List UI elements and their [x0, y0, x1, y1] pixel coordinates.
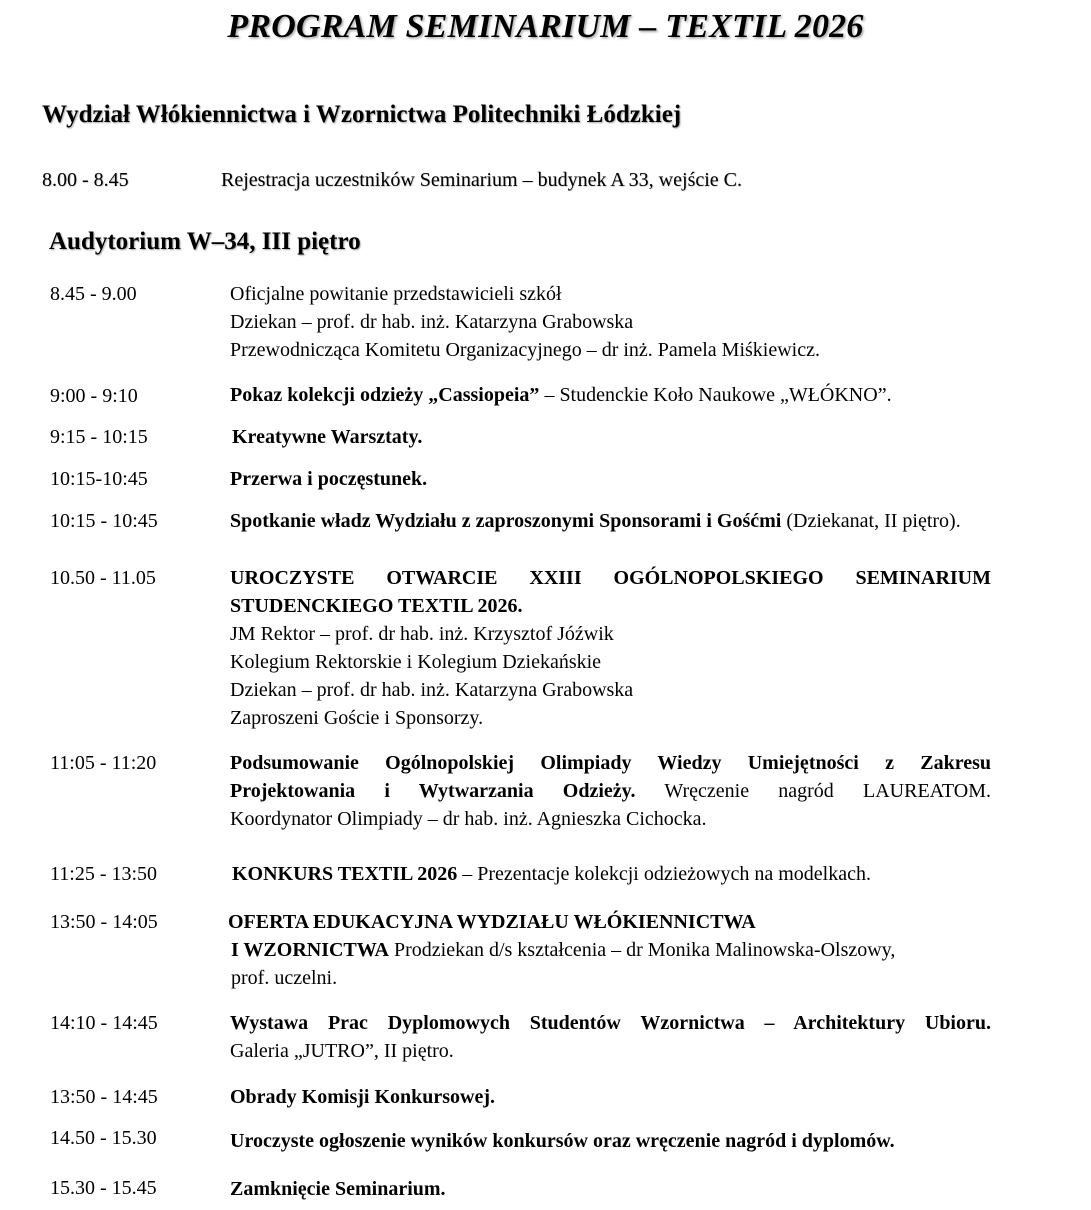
schedule-time: 9:15 - 10:15 [50, 426, 148, 448]
schedule-text: – Prezentacje kolekcji odzieżowych na modelkach. [457, 863, 871, 885]
schedule-time: 9:00 - 9:10 [50, 385, 138, 407]
schedule-text: Wręczenie nagród LAUREATOM. [635, 780, 991, 802]
schedule-line: Przewodnicząca Komitetu Organizacyjnego – dr inż. Pamela Miśkiewicz. [230, 339, 820, 361]
schedule-line: Galeria „JUTRO”, II piętro. [230, 1040, 454, 1062]
schedule-bold-text: Uroczyste ogłoszenie wyników konkursów oraz wręczenie nagród i dyplomów. [230, 1130, 895, 1152]
schedule-time: 11:25 - 13:50 [50, 863, 158, 885]
schedule-bold-text: Spotkanie władz Wydziału z zaproszonymi Sponsorami i Gośćmi [230, 510, 782, 532]
schedule-time: 15.30 - 15.45 [50, 1177, 157, 1199]
schedule-line: Dziekan – prof. dr hab. inż. Katarzyna Grabowska [230, 311, 634, 333]
schedule-description [230, 507, 961, 535]
schedule-bold-text: Kreatywne Warsztaty. [232, 426, 423, 448]
schedule-description [230, 1127, 895, 1155]
schedule-description [230, 749, 991, 833]
schedule-bold-text: I WZORNICTWA [231, 939, 389, 961]
schedule-text: Prodziekan d/s kształcenia – dr Monika Malinowska-Olszowy, [389, 939, 896, 961]
schedule-description [230, 1175, 446, 1203]
schedule-text: – Studenckie Koło Naukowe „WŁÓKNO”. [539, 384, 892, 406]
schedule-description [230, 564, 991, 732]
schedule-line: JM Rektor – prof. dr hab. inż. Krzysztof Jóźwik [230, 623, 614, 645]
schedule-description [228, 908, 895, 992]
schedule-description [232, 860, 871, 888]
schedule-time: 10:15-10:45 [50, 468, 148, 490]
schedule-mixed-line [228, 936, 895, 964]
schedule-description [230, 381, 892, 409]
page-title: PROGRAM SEMINARIUM – TEXTIL 2026 [227, 8, 864, 45]
schedule-description [230, 1009, 991, 1065]
schedule-bold-line: UROCZYSTE OTWARCIE XXIII OGÓLNOPOLSKIEGO SEMINARIUM [230, 567, 991, 589]
schedule-bold-line: Wystawa Prac Dyplomowych Studentów Wzornictwa – Architektury Ubioru. [230, 1012, 991, 1034]
schedule-bold-line: STUDENCKIEGO TEXTIL 2026. [230, 595, 523, 617]
schedule-time: 14.50 - 15.30 [50, 1127, 157, 1149]
hall-heading: Audytorium W–34, III piętro [49, 228, 361, 255]
schedule-line: Kolegium Rektorskie i Kolegium Dziekańskie [230, 651, 602, 673]
schedule-time: 8.45 - 9.00 [50, 283, 137, 305]
schedule-line: Koordynator Olimpiady – dr hab. inż. Agnieszka Cichocka. [230, 808, 707, 830]
schedule-time: 13:50 - 14:45 [50, 1086, 158, 1108]
schedule-time: 11:05 - 11:20 [50, 752, 157, 774]
schedule-bold-line: Podsumowanie Ogólnopolskiej Olimpiady Wiedzy Umiejętności z Zakresu [230, 752, 991, 774]
schedule-description [232, 423, 422, 451]
schedule-description [230, 280, 820, 364]
schedule-bold-text: Projektowania i Wytwarzania Odzieży. [230, 780, 636, 802]
schedule-bold-text: Pokaz kolekcji odzieży „Cassiopeia” [230, 384, 540, 406]
schedule-bold-line: OFERTA EDUKACYJNA WYDZIAŁU WŁÓKIENNICTWA [228, 911, 756, 933]
schedule-text: (Dziekanat, II piętro). [781, 510, 961, 532]
schedule-time: 14:10 - 14:45 [50, 1012, 158, 1034]
schedule-line: Dziekan – prof. dr hab. inż. Katarzyna Grabowska [230, 679, 634, 701]
schedule-line: prof. uczelni. [231, 967, 338, 989]
schedule-description [230, 1083, 495, 1111]
registration-text: Rejestracja uczestników Seminarium – budynek A 33, wejście C. [221, 169, 742, 191]
schedule-bold-text: KONKURS TEXTIL 2026 [232, 863, 458, 885]
schedule-time: 10.50 - 11.05 [50, 567, 156, 589]
schedule-bold-text: Zamknięcie Seminarium. [230, 1178, 446, 1200]
schedule-line: Oficjalne powitanie przedstawicieli szkół [230, 283, 562, 305]
schedule-bold-text: Przerwa i poczęstunek. [230, 468, 428, 490]
schedule-time: 13:50 - 14:05 [50, 911, 158, 933]
schedule-bold-text: Obrady Komisji Konkursowej. [230, 1086, 496, 1108]
schedule-mixed-line [230, 777, 991, 805]
schedule-time: 10:15 - 10:45 [50, 510, 158, 532]
schedule-description [230, 465, 427, 493]
faculty-heading: Wydział Włókiennictwa i Wzornictwa Politechniki Łódzkiej [42, 101, 682, 128]
registration-time: 8.00 - 8.45 [42, 169, 129, 191]
schedule-line: Zaproszeni Goście i Sponsorzy. [230, 707, 484, 729]
